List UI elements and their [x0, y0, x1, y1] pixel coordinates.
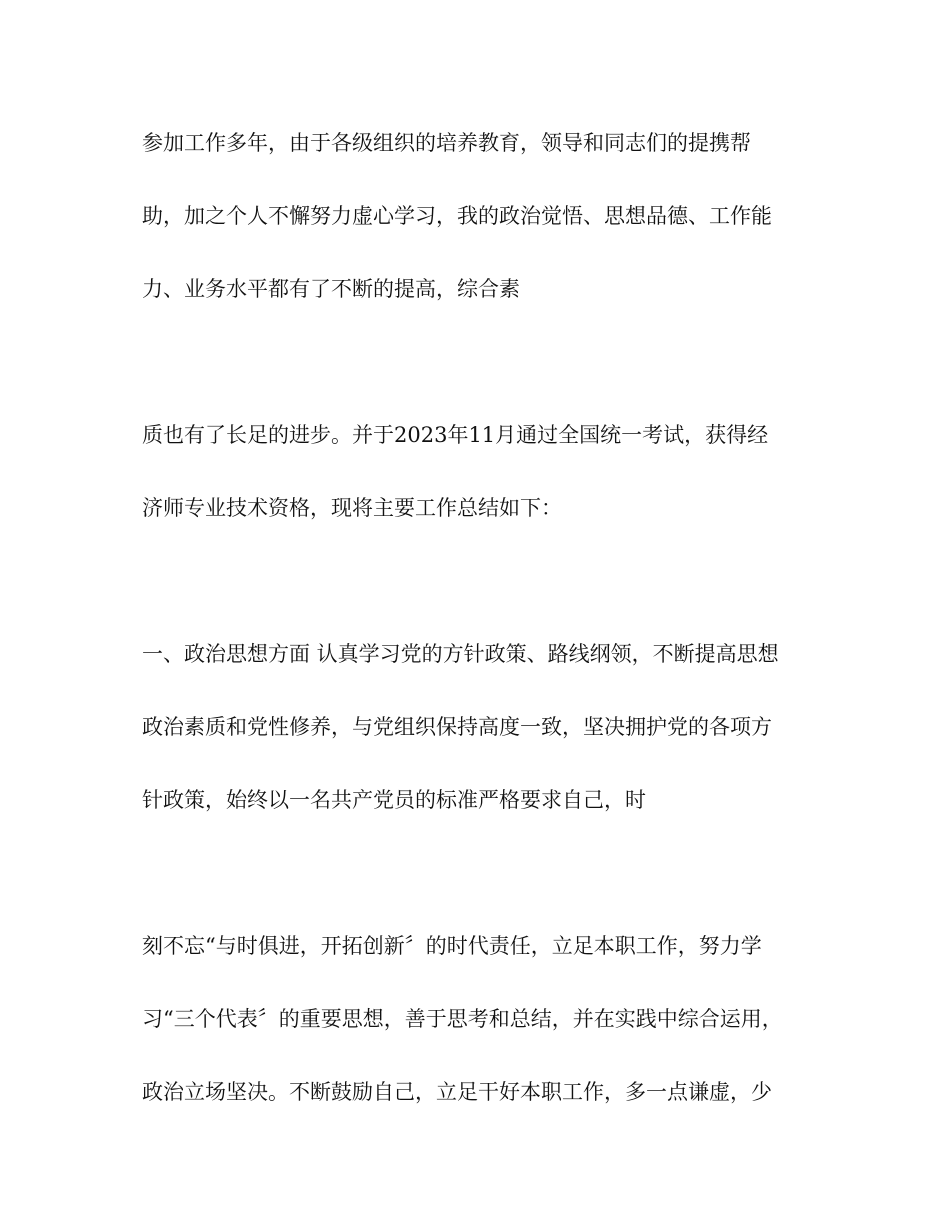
body-text-line: 习“三个代表〞的重要思想，善于思考和总结，并在实践中综合运用，: [142, 1007, 783, 1031]
body-text-line: 力、业务水平都有了不断的提高，综合素: [142, 277, 520, 301]
body-text-line: 助，加之个人不懈努力虚心学习，我的政治觉悟、思想品德、工作能: [142, 204, 772, 228]
body-text-line: 刻不忘“与时俱进，开拓创新〞的时代责任，立足本职工作，努力学: [142, 934, 762, 958]
section-heading-line: 一、政治思想方面 认真学习党的方针政策、路线纲领，不断提高思想: [142, 642, 779, 666]
body-text-line: 参加工作多年，由于各级组织的培养教育，领导和同志们的提携帮: [142, 131, 751, 155]
body-text-line: 政治素质和党性修养，与党组织保持高度一致，坚决拥护党的各项方: [142, 715, 772, 739]
body-text-line: 济师专业技术资格，现将主要工作总结如下：: [142, 496, 562, 520]
body-text-line: 质也有了长足的进步。并于2023年11月通过全国统一考试，获得经: [142, 423, 769, 447]
body-text-line: 针政策，始终以一名共产党员的标准严格要求自己，时: [142, 788, 646, 812]
body-text-line: 政治立场坚决。不断鼓励自己，立足干好本职工作，多一点谦虚，少: [142, 1080, 772, 1104]
